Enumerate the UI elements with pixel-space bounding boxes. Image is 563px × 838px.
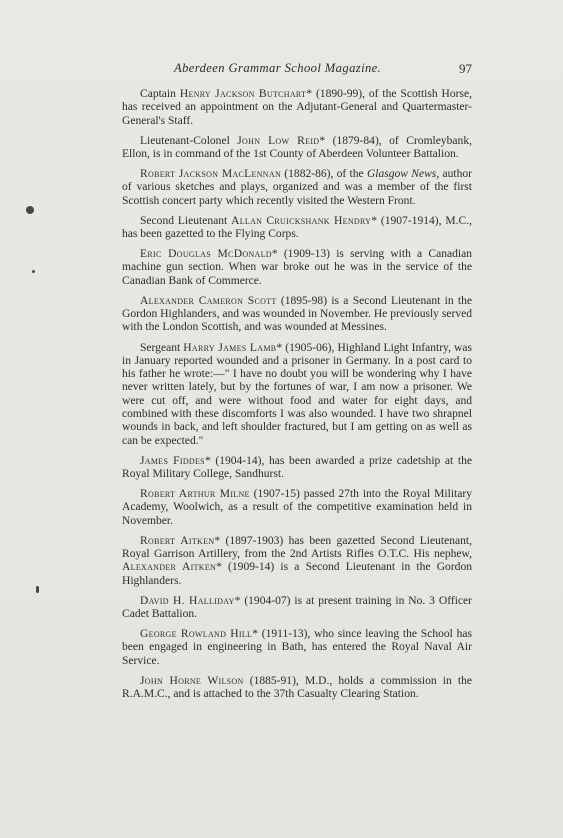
paragraph-milne (122, 488, 472, 528)
person-name: Robert Arthur Milne (140, 488, 250, 501)
person-name: Allan Cruickshank Hendry (231, 214, 372, 227)
person-name: Robert Jackson MacLennan (140, 168, 282, 181)
text-run: * (1907-1914), M.C., has been gazetted to the Flying Corps. (122, 214, 472, 241)
paragraph-aitken (122, 535, 472, 588)
text-run: * (1904-07) is at present training in No. 3 Officer Cadet Battalion. (122, 594, 472, 621)
text-run: * (1909-13) is serving with a Canadian machine gun section. When war broke out he was in the service of the Canadian Bank of Commerce. (122, 248, 473, 287)
running-head (122, 61, 472, 77)
article-body (122, 88, 472, 708)
text-run: Second Lieutenant (140, 214, 232, 227)
paragraph-lamb (122, 342, 472, 448)
person-name: Alexander Aitken (122, 561, 217, 574)
binding-hole-mark (36, 586, 39, 593)
person-name: Alexander Cameron Scott (140, 294, 277, 307)
person-name: Robert Aitken (140, 534, 215, 547)
paragraph-halliday (122, 595, 472, 622)
magazine-title: Aberdeen Grammar School Magazine. (174, 61, 382, 75)
person-name: James Fiddes (140, 454, 205, 467)
person-name: John Horne Wilson (140, 674, 244, 687)
text-run: * (1890-99), of the Scottish Horse, has received an appointment on the Adjutant-General and Quartermaster-General's Staff. (122, 88, 472, 127)
paragraph-fiddes (122, 455, 472, 482)
person-name: John Low Reid (237, 134, 320, 147)
text-run: * (1904-14), has been awarded a prize cadetship at the Royal Military College, Sandhurst. (122, 454, 473, 480)
paragraph-wilson (122, 675, 472, 702)
person-name: David H. Halliday (140, 594, 235, 607)
text-run: * (1897-1903) has been gazetted Second Lieutenant, Royal Garrison Artillery, from the 2nd Artists Rifles O.T.C. His nephew, (122, 534, 472, 561)
paragraph-hendry (122, 215, 472, 242)
text-run: Captain (140, 88, 180, 100)
person-name: Henry Jackson Butchart (179, 88, 307, 100)
text-run: * (1909-14) is a Second Lieutenant in the Gordon Highlanders. (122, 561, 472, 587)
paragraph-mcdonald (122, 248, 472, 288)
paragraph-scott (122, 295, 472, 335)
text-run: , author of various sketches and plays, organized and was a member of the first Scottish concert party which recently visited the Western Front. (122, 168, 472, 207)
binding-hole-mark (32, 270, 35, 273)
paragraph-hill (122, 628, 472, 668)
person-name: Eric Douglas McDonald (140, 248, 272, 261)
text-run: * (1879-84), of Cromleybank, Ellon, is in command of the 1st County of Aberdeen Volunteer Battalion. (122, 134, 472, 160)
text-run: * (1911-13), who since leaving the School has been engaged in engineering in Bath, has entered the Royal Naval Air Service. (122, 628, 472, 667)
person-name: George Rowland Hill (140, 628, 253, 641)
paragraph-maclennan (122, 168, 472, 208)
text-run: (1895-98) is a Second Lieutenant in the Gordon Highlanders, and was wounded in November. He previously served with the London Scottish, and was wounded at Messines. (122, 294, 473, 334)
text-run: Sergeant (140, 341, 184, 354)
person-name: Harry James Lamb (183, 341, 277, 354)
page-number: 97 (459, 61, 472, 76)
text-run: * (1905-06), Highland Light Infantry, was in January reported wounded and a prisoner in Germany. In a post card to his father he wrote:—" I have no doubt you will be wondering why I have never written lately, but by the fortunes of war, I am now a prisoner. We were cut off, and were without food and water for eight days, and combined with these discomforts I was also wounded. I have two shrapnel wounds in back, and left shoulder fractured, but I am getting on as well as can be expected." (122, 341, 473, 447)
text-run: Lieutenant-Colonel (140, 134, 238, 147)
text-run: (1882-86), of the (281, 168, 367, 181)
publication-name: Glasgow News (366, 168, 437, 181)
paragraph-reid (122, 135, 472, 162)
binding-hole-mark (26, 206, 34, 214)
paragraph-butchart (122, 88, 472, 128)
text-run: (1907-15) passed 27th into the Royal Military Academy, Woolwich, as a result of the competitive examination held in November. (122, 488, 472, 527)
text-run: (1885-91), M.D., holds a commission in the R.A.M.C., and is attached to the 37th Casualty Clearing Station. (122, 674, 472, 701)
